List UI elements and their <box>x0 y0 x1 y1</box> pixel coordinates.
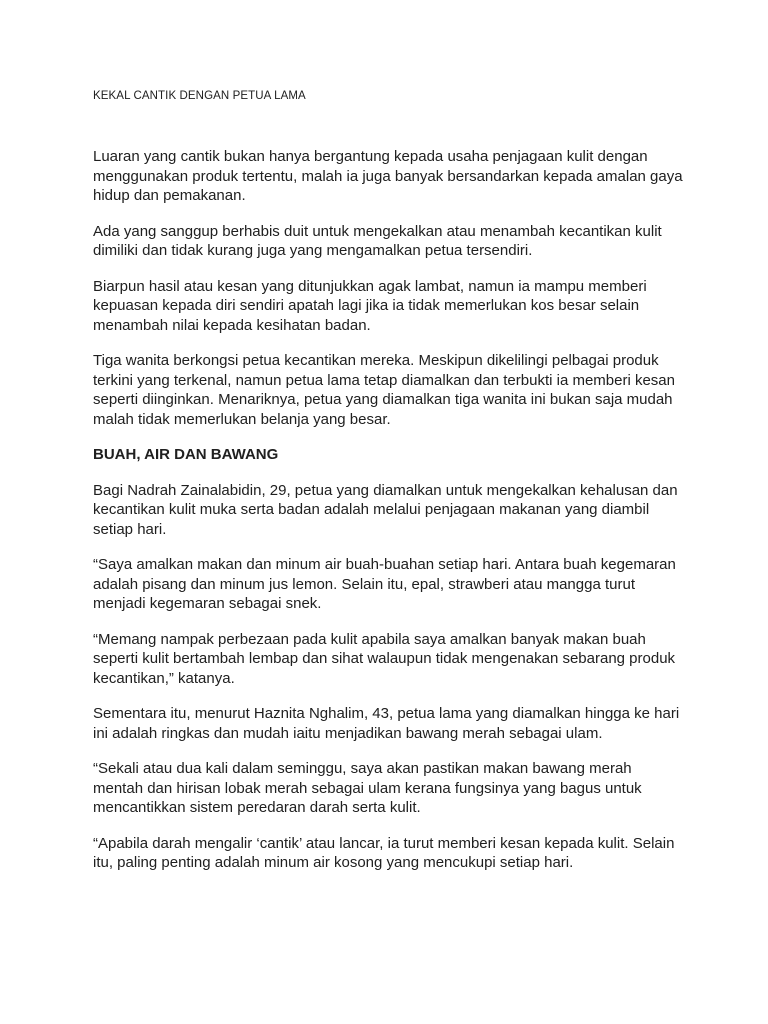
paragraph-intro-4: Tiga wanita berkongsi petua kecantikan mereka. Meskipun dikelilingi pelbagai produk terkini yang terkenal, namun petua lama tetap diamalkan dan terbukti ia memberi kesan seperti diinginkan. Menariknya, petua yang diamalkan tiga wanita ini bukan saja mudah malah tidak memerlukan belanja yang besar. <box>93 352 675 428</box>
paragraph-section-1: Bagi Nadrah Zainalabidin, 29, petua yang diamalkan untuk mengekalkan kehalusan dan kecantikan kulit muka serta badan adalah melalui penjagaan makanan yang diambil setiap hari. <box>93 481 678 538</box>
paragraph-intro-2: Ada yang sanggup berhabis duit untuk mengekalkan atau menambah kecantikan kulit dimiliki dan tidak kurang juga yang mengamalkan petua tersendiri. <box>93 222 662 259</box>
paragraph-section-4: Sementara itu, menurut Haznita Nghalim, 43, petua lama yang diamalkan hingga ke hari ini adalah ringkas dan mudah iaitu menjadikan bawang merah sebagai ulam. <box>93 705 680 742</box>
paragraph-intro-1: Luaran yang cantik bukan hanya bergantung kepada usaha penjagaan kulit dengan menggunakan produk tertentu, malah ia juga banyak bersandarkan kepada amalan gaya hidup dan pemakanan. <box>93 148 683 204</box>
paragraph-intro-3: Biarpun hasil atau kesan yang ditunjukkan agak lambat, namun ia mampu memberi kepuasan kepada diri sendiri apatah lagi jika ia tidak memerlukan kos besar selain menambah nilai kepada kesihatan badan. <box>93 277 647 334</box>
section-heading: BUAH, AIR DAN BAWANG <box>93 446 279 463</box>
paragraph-section-3: “Memang nampak perbezaan pada kulit apabila saya amalkan banyak makan buah seperti kulit bertambah lembap dan sihat walaupun tidak mengenakan sebarang produk kecantikan,” katanya. <box>93 630 676 687</box>
paragraph-section-6: “Apabila darah mengalir ‘cantik’ atau lancar, ia turut memberi kesan kepada kulit. Selain itu, paling penting adalah minum air kosong yang mencukupi setiap hari. <box>93 834 675 871</box>
document-page <box>93 88 683 889</box>
document-title: KEKAL CANTIK DENGAN PETUA LAMA <box>93 90 306 102</box>
paragraph-section-2: “Saya amalkan makan dan minum air buah-buahan setiap hari. Antara buah kegemaran adalah pisang dan minum jus lemon. Selain itu, epal, strawberi atau mangga turut menjadi kegemaran sebagai snek. <box>93 556 676 612</box>
paragraph-section-5: “Sekali atau dua kali dalam seminggu, saya akan pastikan makan bawang merah mentah dan hirisan lobak merah sebagai ulam kerana fungsinya yang bagus untuk mencantikkan sistem peredaran darah serta kulit. <box>93 760 642 816</box>
